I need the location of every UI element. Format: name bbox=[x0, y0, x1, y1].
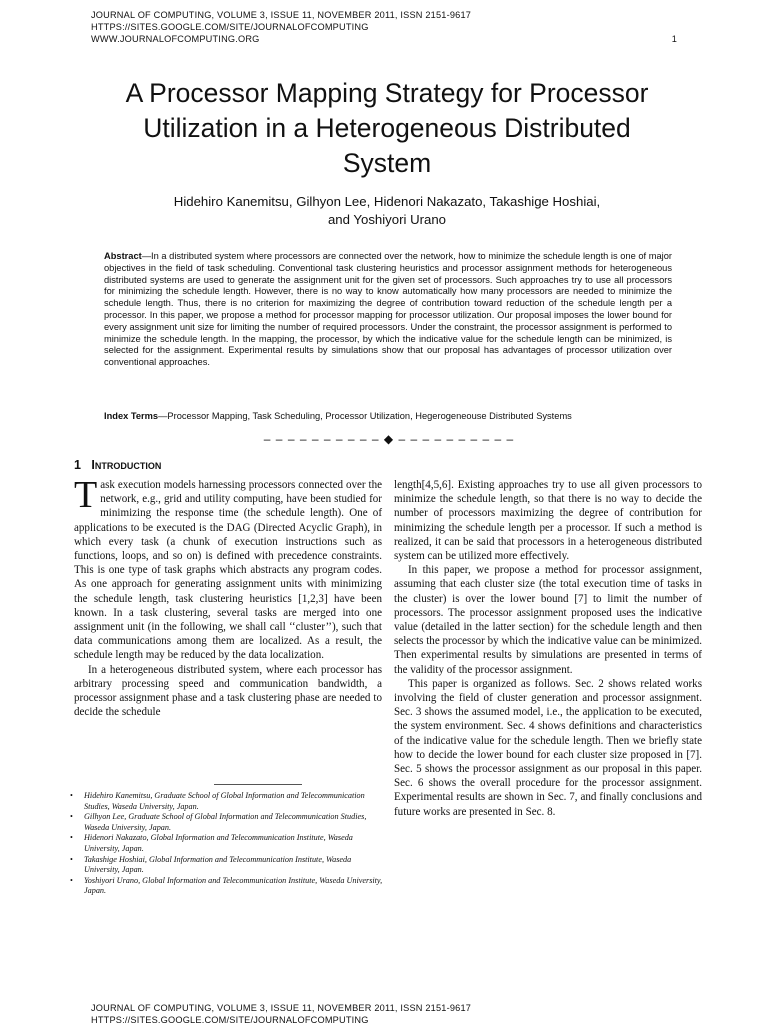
abstract-text: —In a distributed system where processors are connected over the network, how to minimize the schedule length is one of major objectives in the field of task scheduling. Conventional task clustering heuristics and processor assignment methods for heterogeneous distributed systems are used to generate the assignment unit for the given set of processors. Such approaches try to use all processors for minimizing the schedule length. However, there is no way to know automatically how many processors are needed to minimize the schedule length. Thus, there is no criterion for maximizing the degree of contribution toward reduction of the schedule length per a processor. In this paper, we propose a method for processor mapping for processor utilization. Our proposal imposes the lower bound for every assignment unit size for limiting the number of required processors. Under the constraint, the processor assignment is performed to minimize the schedule length. In the mapping, the processor, by which the indicative value for the schedule length can be minimized, is selected for the assignment. Experimental results by simulations show that our proposal has advantages of processor utilization over conventional approaches. bbox=[104, 251, 672, 368]
footnote-text: Hidenori Nakazato, Global Information and Telecommunication Institute, Waseda University, Japan. bbox=[84, 833, 353, 853]
index-terms bbox=[104, 410, 684, 422]
index-terms-text: —Processor Mapping, Task Scheduling, Processor Utilization, Hegerogeneouse Distributed Systems bbox=[158, 411, 572, 421]
intro-paragraph-2-continued: length[4,5,6]. Existing approaches try to use all given processors to minimize the schedule length, so that there is no way to decide the number of processors maximizing the degree of contribution for minimizing the schedule length per a processor. If such a method is realized, it can be said that processors in a heterogeneous distributed system can be utilized more effectively. bbox=[394, 479, 702, 563]
abstract bbox=[104, 251, 672, 369]
section-separator: – – – – – – – – – – ◆ – – – – – – – – – – bbox=[263, 432, 515, 446]
footer-journal-line: JOURNAL OF COMPUTING, VOLUME 3, ISSUE 11, NOVEMBER 2011, ISSN 2151-9617 bbox=[91, 1003, 472, 1013]
footnote-bullet: • bbox=[70, 791, 73, 800]
footnote-text: Takashige Hoshiai, Global Information and Telecommunication Institute, Waseda University, Japan. bbox=[84, 854, 352, 875]
header-journal-line: JOURNAL OF COMPUTING, VOLUME 3, ISSUE 11, NOVEMBER 2011, ISSN 2151-9617 bbox=[91, 10, 472, 20]
intro-paragraph-1 bbox=[74, 474, 382, 663]
page-number: 1 bbox=[671, 34, 677, 44]
paper-title bbox=[60, 76, 714, 181]
left-column bbox=[74, 474, 382, 719]
title-line-1: A Processor Mapping Strategy for Processor bbox=[125, 78, 649, 108]
header-url-line: HTTPS://SITES.GOOGLE.COM/SITE/JOURNALOFCOMPUTING bbox=[91, 22, 369, 32]
footnote-bullet: • bbox=[70, 875, 73, 885]
right-column bbox=[394, 478, 702, 819]
footnote-item bbox=[70, 855, 388, 876]
index-terms-label: Index Terms bbox=[104, 411, 159, 421]
footnote-bullet: • bbox=[70, 812, 73, 822]
intro-paragraph-1-text: ask execution models harnessing processors connected over the network, e.g., grid and utility computing, have been studied for minimizing the response time (the schedule length). One of applications to be executed is the DAG (Directed Acyclic Graph), in which every task (a chunk of execution instructions such as functions, loops, and so on) is defined with precedence constraints. This is one type of task graphs which abstracts any program codes. As one approach for generating assignment units with minimizing the schedule length, task clustering heuristics [1,2,3] have been known. In a task clustering, several tasks are merged into one assignment unit (in the following, we shall call ‘‘cluster’’), such that data communications among them are localized. As a result, the schedule length may be reduced by the data localization. bbox=[74, 479, 382, 662]
author-footnotes bbox=[70, 791, 388, 897]
author-list bbox=[60, 193, 714, 229]
footnote-item bbox=[70, 833, 388, 854]
footnote-text: Gilhyon Lee, Graduate School of Global Information and Telecommunication Studies, Waseda University, Japan. bbox=[84, 812, 367, 832]
authors-line-1: Hidehiro Kanemitsu, Gilhyon Lee, Hidenori Nakazato, Takashige Hoshiai, bbox=[173, 194, 601, 209]
footnote-item bbox=[70, 791, 388, 812]
footnote-text: Yoshiyori Urano, Global Information and Telecommunication Institute, Waseda University, Japan. bbox=[84, 875, 383, 896]
footnote-bullet: • bbox=[70, 854, 73, 864]
drop-cap: T bbox=[74, 474, 98, 516]
intro-paragraph-3: In this paper, we propose a method for processor assignment, assuming that each cluster size (the total execution time of tasks in the cluster) is over the lower bound [7] to limit the number of processors. The processor assignment proposed uses the indicative value (detailed in the latter section) for the schedule length and then selects the processor by which the indicative value can be minimized. Then experimental results by simulations are presented in terms of the validity of the processor assignment. bbox=[394, 564, 702, 676]
section-title: Introduction bbox=[91, 458, 162, 472]
title-line-2: Utilization in a Heterogeneous Distributed bbox=[143, 113, 631, 143]
intro-paragraph-2: In a heterogeneous distributed system, where each processor has arbitrary processing speed and communication bandwidth, a processor assignment phase and a task clustering phase are needed to decide the schedule bbox=[74, 663, 382, 719]
footnote-item bbox=[70, 812, 388, 833]
footnote-bullet: • bbox=[70, 833, 73, 843]
intro-paragraph-4: This paper is organized as follows. Sec. 2 shows related works involving the field of cluster generation and processor assignment. Sec. 3 shows the assumed model, i.e., the application to be executed, the system environment. Sec. 4 shows definitions and characteristics of the indicative value for the schedule length. Then we briefly state how to decide the lower bound for each cluster size proposed in [7]. Sec. 5 shows the processor assignment as our proposal in this paper. Sec. 6 shows the overall procedure for the processor assignment. Experimental results are shown in Sec. 7, and finally conclusions and future works are presented in Sec. 8. bbox=[394, 677, 702, 818]
section-heading bbox=[74, 458, 161, 472]
footnote-rule bbox=[214, 784, 302, 785]
title-line-3: System bbox=[342, 148, 432, 178]
header-site-line: WWW.JOURNALOFCOMPUTING.ORG bbox=[91, 34, 260, 44]
authors-line-2: and Yoshiyori Urano bbox=[327, 212, 447, 227]
running-header bbox=[91, 9, 681, 45]
footnote-text: Hidehiro Kanemitsu, Graduate School of Global Information and Telecommunication Studies, Waseda University, Japan. bbox=[84, 791, 365, 811]
section-number: 1 bbox=[74, 458, 81, 472]
footer-url-line: HTTPS://SITES.GOOGLE.COM/SITE/JOURNALOFCOMPUTING bbox=[91, 1015, 369, 1025]
footnote-item bbox=[70, 876, 388, 897]
running-footer bbox=[91, 1002, 681, 1026]
abstract-label: Abstract bbox=[104, 251, 142, 261]
